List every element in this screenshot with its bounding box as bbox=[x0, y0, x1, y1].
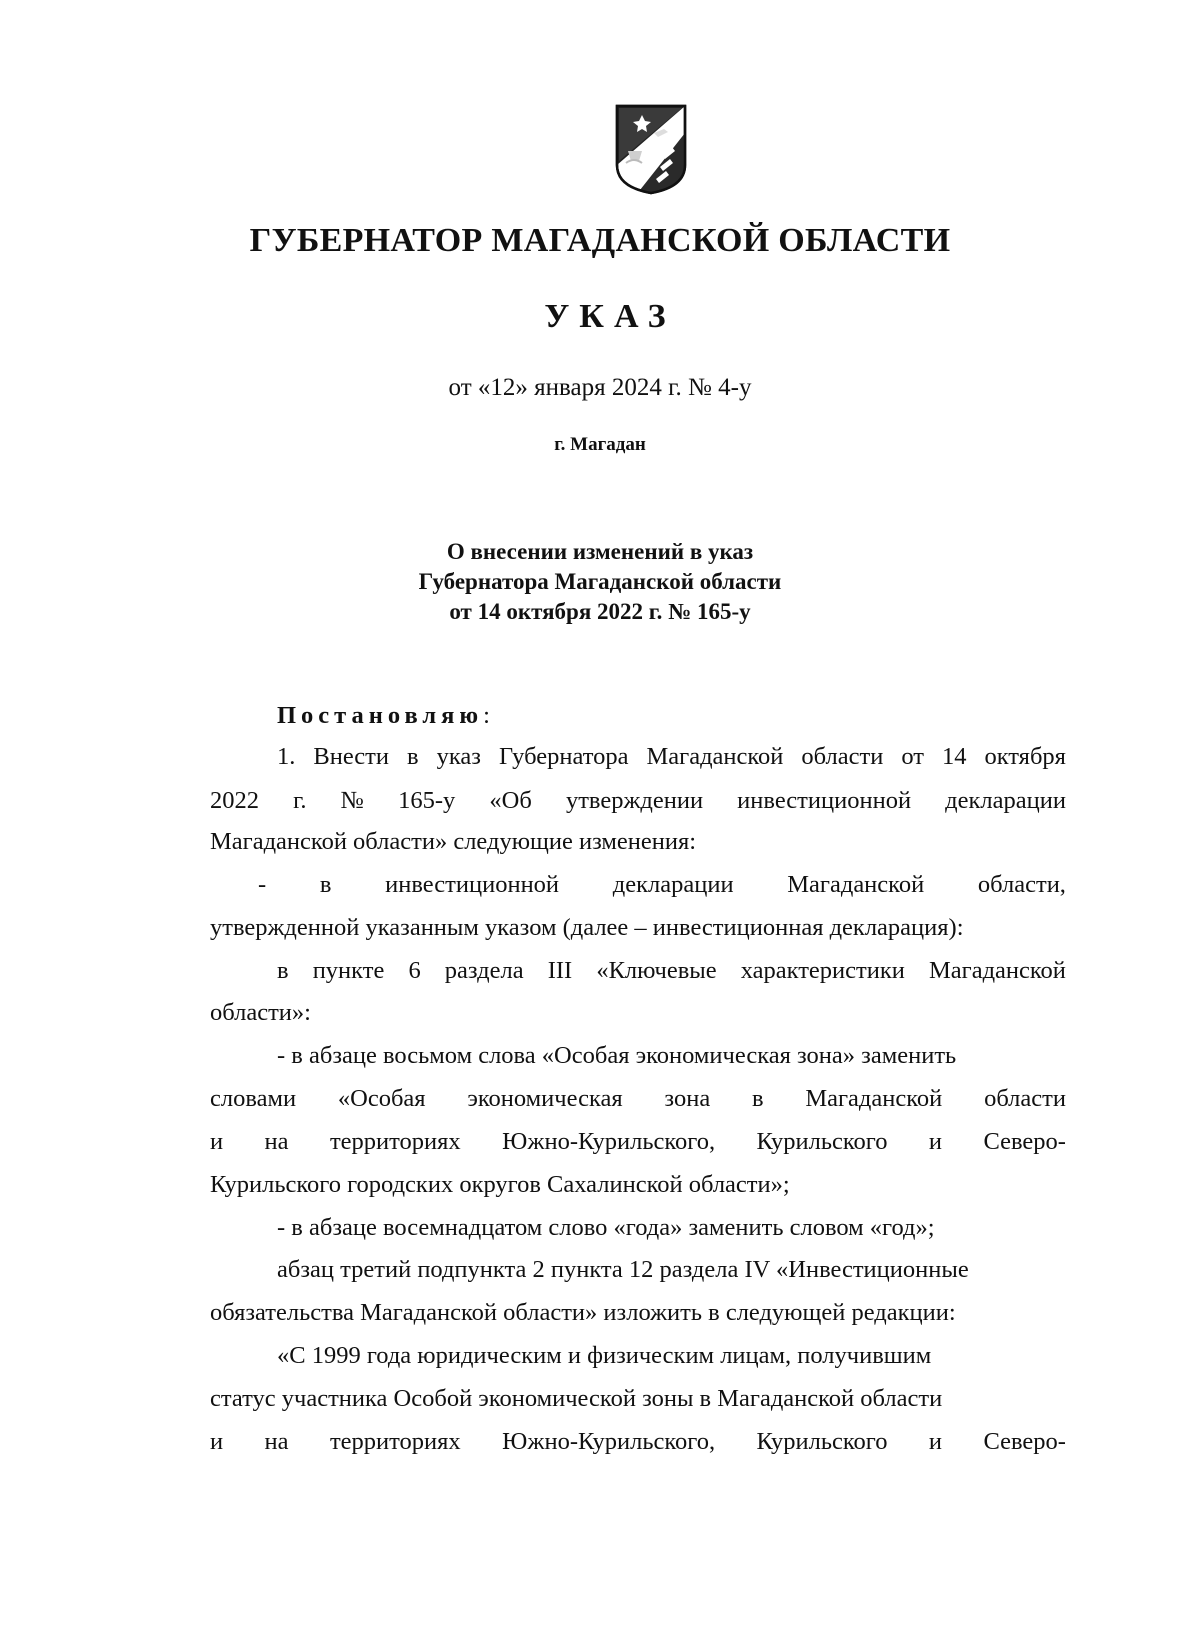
paragraph-line bbox=[210, 1084, 1066, 1114]
paragraph-line bbox=[277, 742, 1066, 772]
paragraph-line: статус участника Особой экономической зоны в Магаданской области bbox=[210, 1385, 943, 1412]
word: Южно-Курильского, bbox=[502, 1428, 716, 1455]
paragraph-line bbox=[210, 1427, 1066, 1457]
word: 1. bbox=[277, 743, 296, 770]
word: в bbox=[751, 1085, 764, 1112]
word: на bbox=[264, 1128, 289, 1155]
paragraph-line: области»: bbox=[210, 999, 311, 1026]
paragraph-line: обязательства Магаданской области» изложить в следующей редакции: bbox=[210, 1299, 956, 1326]
word: пункте bbox=[312, 957, 385, 984]
coat-of-arms-icon bbox=[614, 103, 688, 195]
word: утверждении bbox=[565, 787, 704, 814]
decree-heading bbox=[277, 701, 490, 731]
word: указ bbox=[436, 743, 481, 770]
word: территориях bbox=[329, 1128, 461, 1155]
paragraph-line: абзац третий подпункта 2 пункта 12 раздела IV «Инвестиционные bbox=[277, 1256, 969, 1283]
word: 14 bbox=[941, 743, 967, 770]
word: и bbox=[210, 1128, 224, 1155]
word: Курильского bbox=[756, 1128, 888, 1155]
word: в bbox=[319, 871, 332, 898]
paragraph-line: - в абзаце восемнадцатом слово «года» заменить словом «год»; bbox=[277, 1214, 935, 1241]
word: «Особая bbox=[337, 1085, 426, 1112]
document-type: УКАЗ bbox=[544, 298, 676, 335]
word: 6 bbox=[408, 957, 421, 984]
word: декларации bbox=[612, 871, 734, 898]
word: Магаданской bbox=[928, 957, 1066, 984]
word: 2022 bbox=[210, 787, 259, 814]
word: области bbox=[984, 1085, 1066, 1112]
word: декларации bbox=[945, 787, 1066, 814]
word: Внести bbox=[313, 743, 390, 770]
word: инвестиционной bbox=[737, 787, 912, 814]
word: «Ключевые bbox=[596, 957, 717, 984]
word: III bbox=[547, 957, 573, 984]
word: на bbox=[264, 1428, 289, 1455]
paragraph-line: утвержденной указанным указом (далее – инвестиционная декларация): bbox=[210, 914, 964, 941]
word: Магаданской bbox=[787, 871, 925, 898]
word: и bbox=[928, 1128, 943, 1155]
date-number-line: от «12» января 2024 г. № 4-у bbox=[448, 374, 752, 401]
word: и bbox=[210, 1428, 224, 1455]
word: характеристики bbox=[740, 957, 905, 984]
paragraph-line bbox=[210, 786, 1066, 816]
city-line: г. Магадан bbox=[554, 434, 646, 455]
paragraph-line bbox=[210, 1127, 1066, 1157]
word: Магаданской bbox=[805, 1085, 943, 1112]
decree-colon: : bbox=[483, 702, 490, 729]
paragraph-line bbox=[258, 870, 1066, 900]
word: территориях bbox=[329, 1428, 461, 1455]
word: и bbox=[928, 1428, 943, 1455]
word: Южно-Курильского, bbox=[502, 1128, 716, 1155]
word: Магаданской bbox=[646, 743, 784, 770]
word: № bbox=[340, 787, 365, 814]
word: экономическая bbox=[467, 1085, 623, 1112]
word: октября bbox=[984, 743, 1066, 770]
subject-line: от 14 октября 2022 г. № 165-у bbox=[449, 599, 751, 624]
paragraph-line: «С 1999 года юридическим и физическим лицам, получившим bbox=[277, 1342, 932, 1369]
paragraph-line: Магаданской области» следующие изменения: bbox=[210, 828, 697, 855]
word: инвестиционной bbox=[385, 871, 560, 898]
paragraph-line: Курильского городских округов Сахалинской области»; bbox=[210, 1171, 790, 1198]
word: раздела bbox=[444, 957, 524, 984]
word: г. bbox=[293, 787, 307, 814]
word: от bbox=[901, 743, 924, 770]
paragraph-line bbox=[277, 956, 1066, 986]
document-subject bbox=[0, 537, 1200, 627]
paragraph-line: - в абзаце восьмом слова «Особая экономическая зона» заменить bbox=[277, 1042, 957, 1069]
word: - bbox=[258, 871, 267, 898]
word: «Об bbox=[489, 787, 532, 814]
decree-word: Постановляю bbox=[277, 702, 484, 729]
word: в bbox=[277, 957, 289, 984]
word: Губернатора bbox=[498, 743, 629, 770]
issuer-title: ГУБЕРНАТОР МАГАДАНСКОЙ ОБЛАСТИ bbox=[249, 222, 951, 259]
subject-line: О внесении изменений в указ bbox=[446, 539, 754, 564]
word: области bbox=[801, 743, 884, 770]
subject-line: Губернатора Магаданской области bbox=[418, 569, 782, 594]
word: зона bbox=[664, 1085, 711, 1112]
word: Курильского bbox=[756, 1428, 888, 1455]
word: Северо- bbox=[983, 1428, 1066, 1455]
word: 165-у bbox=[398, 787, 456, 814]
word: Северо- bbox=[983, 1128, 1066, 1155]
word: словами bbox=[210, 1085, 297, 1112]
word: области, bbox=[977, 871, 1066, 898]
word: в bbox=[407, 743, 419, 770]
